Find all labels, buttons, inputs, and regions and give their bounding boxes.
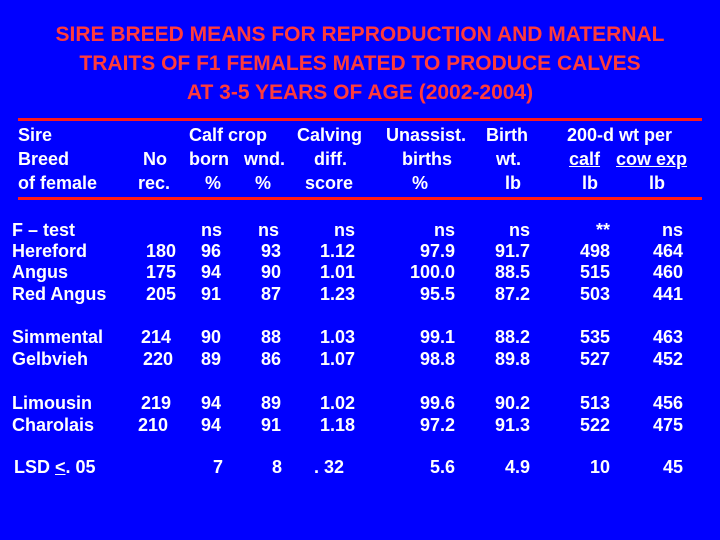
cell-calving: 1.07 [319,349,355,369]
cell-wnd: 90 [261,262,282,282]
cell-calving: ns [333,220,355,240]
cell-born: ns [201,220,223,240]
cell-calving: 1.03 [319,327,355,347]
cell-calf: ** [595,220,610,240]
cell-unassist: ns [433,220,455,240]
header-sire: Sire [18,125,53,145]
cell-calf: 535 [579,327,610,347]
cell-calving: 1.23 [319,284,355,304]
lsd-label-prefix: LSD [14,457,56,477]
title-line-2: TRAITS OF F1 FEMALES MATED TO PRODUCE CALVES [79,52,641,75]
top-rule [18,118,702,121]
lsd-unassist: 5.6 [429,457,455,477]
cell-born: 90 [201,327,222,347]
cell-calf: 515 [579,262,610,282]
cell-calf: 522 [579,415,610,435]
cell-breed: Hereford [12,241,88,261]
header-unassist: Unassist. [386,125,467,145]
cell-breed: Gelbvieh [12,349,89,369]
header-lb-cow: lb [649,173,665,193]
lsd-calf: 10 [589,457,610,477]
cell-unassist: 97.9 [419,241,455,261]
header-rec: rec. [138,173,171,193]
lsd-cow: 45 [662,457,683,477]
cell-wnd: 88 [261,327,282,347]
cell-calving: 1.02 [319,393,355,413]
cell-no: 175 [145,262,176,282]
title-line-1: SIRE BREED MEANS FOR REPRODUCTION AND MATERNAL [55,23,665,46]
lsd-calving: . 32 [314,457,345,477]
cell-calving: 1.12 [319,241,355,261]
header-lb-birth: lb [505,173,521,193]
cell-breed: Limousin [12,393,92,413]
cell-birthwt: 91.3 [494,415,530,435]
cell-breed: Simmental [12,327,104,347]
cell-wnd: ns [258,220,280,240]
header-of-female: of female [18,173,98,193]
cell-breed: Charolais [12,415,95,435]
cell-born: 94 [201,393,222,413]
lsd-label-suffix: . 05 [65,457,96,477]
lsd-birthwt: 4.9 [504,457,530,477]
cell-cow: 464 [652,241,683,261]
cell-birthwt: 89.8 [494,349,530,369]
cell-cow: 441 [652,284,683,304]
header-born: born [189,149,229,169]
cell-born: 94 [201,415,222,435]
lsd-wnd: 8 [272,457,283,477]
cell-unassist: 99.6 [419,393,455,413]
cell-unassist: 100.0 [409,262,455,282]
cell-wnd: 86 [261,349,282,369]
cell-calf: 498 [579,241,610,261]
cell-unassist: 98.8 [419,349,455,369]
cell-unassist: 99.1 [419,327,455,347]
cell-birthwt: 88.2 [494,327,530,347]
cell-no: 180 [145,241,176,261]
cell-birthwt: 87.2 [494,284,530,304]
cell-wnd: 91 [261,415,282,435]
header-rule [18,197,702,200]
cell-cow: 475 [652,415,683,435]
header-pct-born: % [205,173,222,193]
header-birth: Birth [486,125,528,145]
cell-calving: 1.18 [319,415,355,435]
header-200d-wt: 200-d wt per [567,125,673,145]
cell-no: 214 [141,327,172,347]
lsd-born: 7 [213,457,224,477]
cell-birthwt: 88.5 [494,262,530,282]
cell-no: 210 [138,415,169,435]
header-wnd: wnd. [244,149,285,169]
header-lb-calf: lb [582,173,598,193]
cell-born: 91 [201,284,222,304]
cell-calf: 527 [579,349,610,369]
header-calf-crop: Calf crop [189,125,268,145]
slide-title [0,20,720,107]
header-wt: wt. [496,149,521,169]
header-score: score [305,173,354,193]
lsd-label [14,457,96,478]
header-pct-wnd: % [255,173,272,193]
cell-birthwt: ns [508,220,530,240]
cell-wnd: 89 [261,393,282,413]
header-calf: calf [569,149,601,169]
header-breed: Breed [18,149,70,169]
cell-breed: Angus [12,262,68,282]
cell-calving: 1.01 [319,262,355,282]
cell-calf: 513 [579,393,610,413]
cell-wnd: 87 [261,284,282,304]
cell-unassist: 95.5 [419,284,455,304]
header-births: births [402,149,453,169]
cell-no: 220 [143,349,174,369]
cell-no: 205 [145,284,176,304]
cell-cow: 452 [652,349,683,369]
lsd-le-symbol: < [55,457,66,477]
cell-cow: 456 [652,393,683,413]
cell-born: 89 [201,349,222,369]
header-no: No [143,149,167,169]
cell-born: 96 [201,241,222,261]
cell-wnd: 93 [261,241,282,261]
cell-calf: 503 [579,284,610,304]
title-line-3: AT 3-5 YEARS OF AGE (2002-2004) [186,81,534,104]
cell-born: 94 [201,262,222,282]
header-pct-unassist: % [412,173,429,193]
cell-birthwt: 90.2 [494,393,530,413]
header-calving: Calving [297,125,363,145]
cell-cow: 460 [652,262,683,282]
cell-cow: 463 [652,327,683,347]
cell-breed: F – test [12,220,76,240]
cell-birthwt: 91.7 [494,241,530,261]
cell-breed: Red Angus [12,284,107,304]
cell-unassist: 97.2 [419,415,455,435]
header-diff: diff. [314,149,347,169]
header-cow-exp: cow exp [616,149,688,169]
cell-no: 219 [141,393,172,413]
cell-cow: ns [661,220,683,240]
